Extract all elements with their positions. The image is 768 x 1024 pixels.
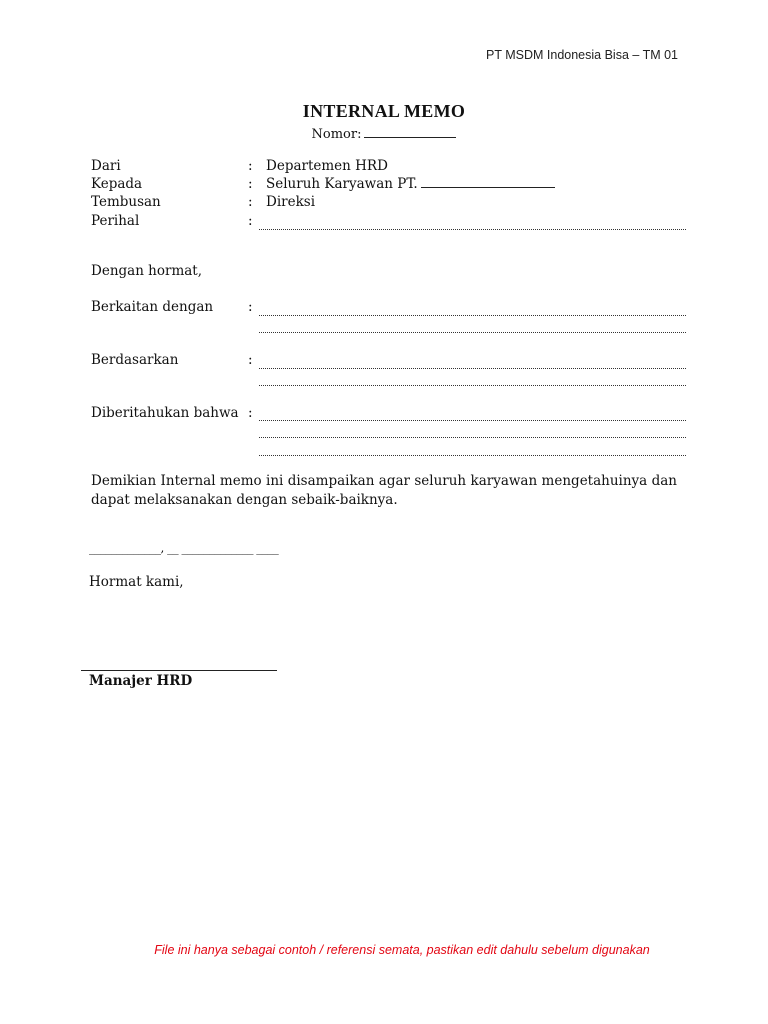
field-tembusan-label: Tembusan	[91, 194, 161, 210]
section-berkaitan-label: Berkaitan dengan	[91, 299, 214, 315]
signature-line[interactable]	[81, 670, 277, 671]
berkaitan-dotted-line-2[interactable]	[259, 332, 686, 333]
berkaitan-dotted-line-1[interactable]	[259, 315, 686, 316]
memo-title: INTERNAL MEMO	[302, 101, 466, 121]
date-place-placeholder[interactable]: _____________, __ _____________ ____	[89, 541, 279, 555]
diberitahukan-dotted-line-3[interactable]	[259, 455, 686, 456]
section-berkaitan-colon: :	[248, 299, 253, 315]
field-dari-value: Departemen HRD	[266, 158, 388, 174]
diberitahukan-dotted-line-2[interactable]	[259, 437, 686, 438]
field-perihal-colon: :	[248, 213, 253, 229]
section-berdasarkan-label: Berdasarkan	[91, 352, 179, 368]
field-kepada-label: Kepada	[91, 176, 143, 192]
section-diberitahukan-label: Diberitahukan bahwa	[91, 405, 239, 421]
field-dari-colon: :	[248, 158, 253, 174]
memo-number	[0, 125, 768, 142]
field-kepada-colon: :	[248, 176, 253, 192]
document-code: PT MSDM Indonesia Bisa – TM 01	[486, 48, 678, 62]
memo-number-blank[interactable]	[364, 125, 456, 138]
field-tembusan-value: Direksi	[266, 194, 316, 210]
berdasarkan-dotted-line-1[interactable]	[259, 368, 686, 369]
perihal-dotted-line[interactable]	[259, 229, 686, 230]
section-diberitahukan-colon: :	[248, 405, 253, 421]
signer-title: Manajer HRD	[89, 673, 193, 689]
memo-number-label: Nomor:	[311, 127, 362, 142]
closing-salutation: Hormat kami,	[89, 574, 184, 590]
diberitahukan-dotted-line-1[interactable]	[259, 420, 686, 421]
memo-body-paragraph: Demikian Internal memo ini disampaikan agar seluruh karyawan mengetahuinya dan dapat melaksanakan dengan sebaik-baiknya.	[91, 473, 677, 508]
company-name-blank[interactable]	[421, 175, 555, 188]
field-tembusan-colon: :	[248, 194, 253, 210]
field-dari-label: Dari	[91, 158, 121, 174]
section-berdasarkan-colon: :	[248, 352, 253, 368]
field-perihal-label: Perihal	[91, 213, 140, 229]
disclaimer-note: File ini hanya sebagai contoh / referensi semata, pastikan edit dahulu sebelum digunakan	[154, 943, 650, 957]
berdasarkan-dotted-line-2[interactable]	[259, 385, 686, 386]
greeting: Dengan hormat,	[91, 263, 203, 279]
field-kepada-value-wrap	[266, 175, 555, 193]
field-kepada-value: Seluruh Karyawan PT.	[266, 176, 418, 192]
